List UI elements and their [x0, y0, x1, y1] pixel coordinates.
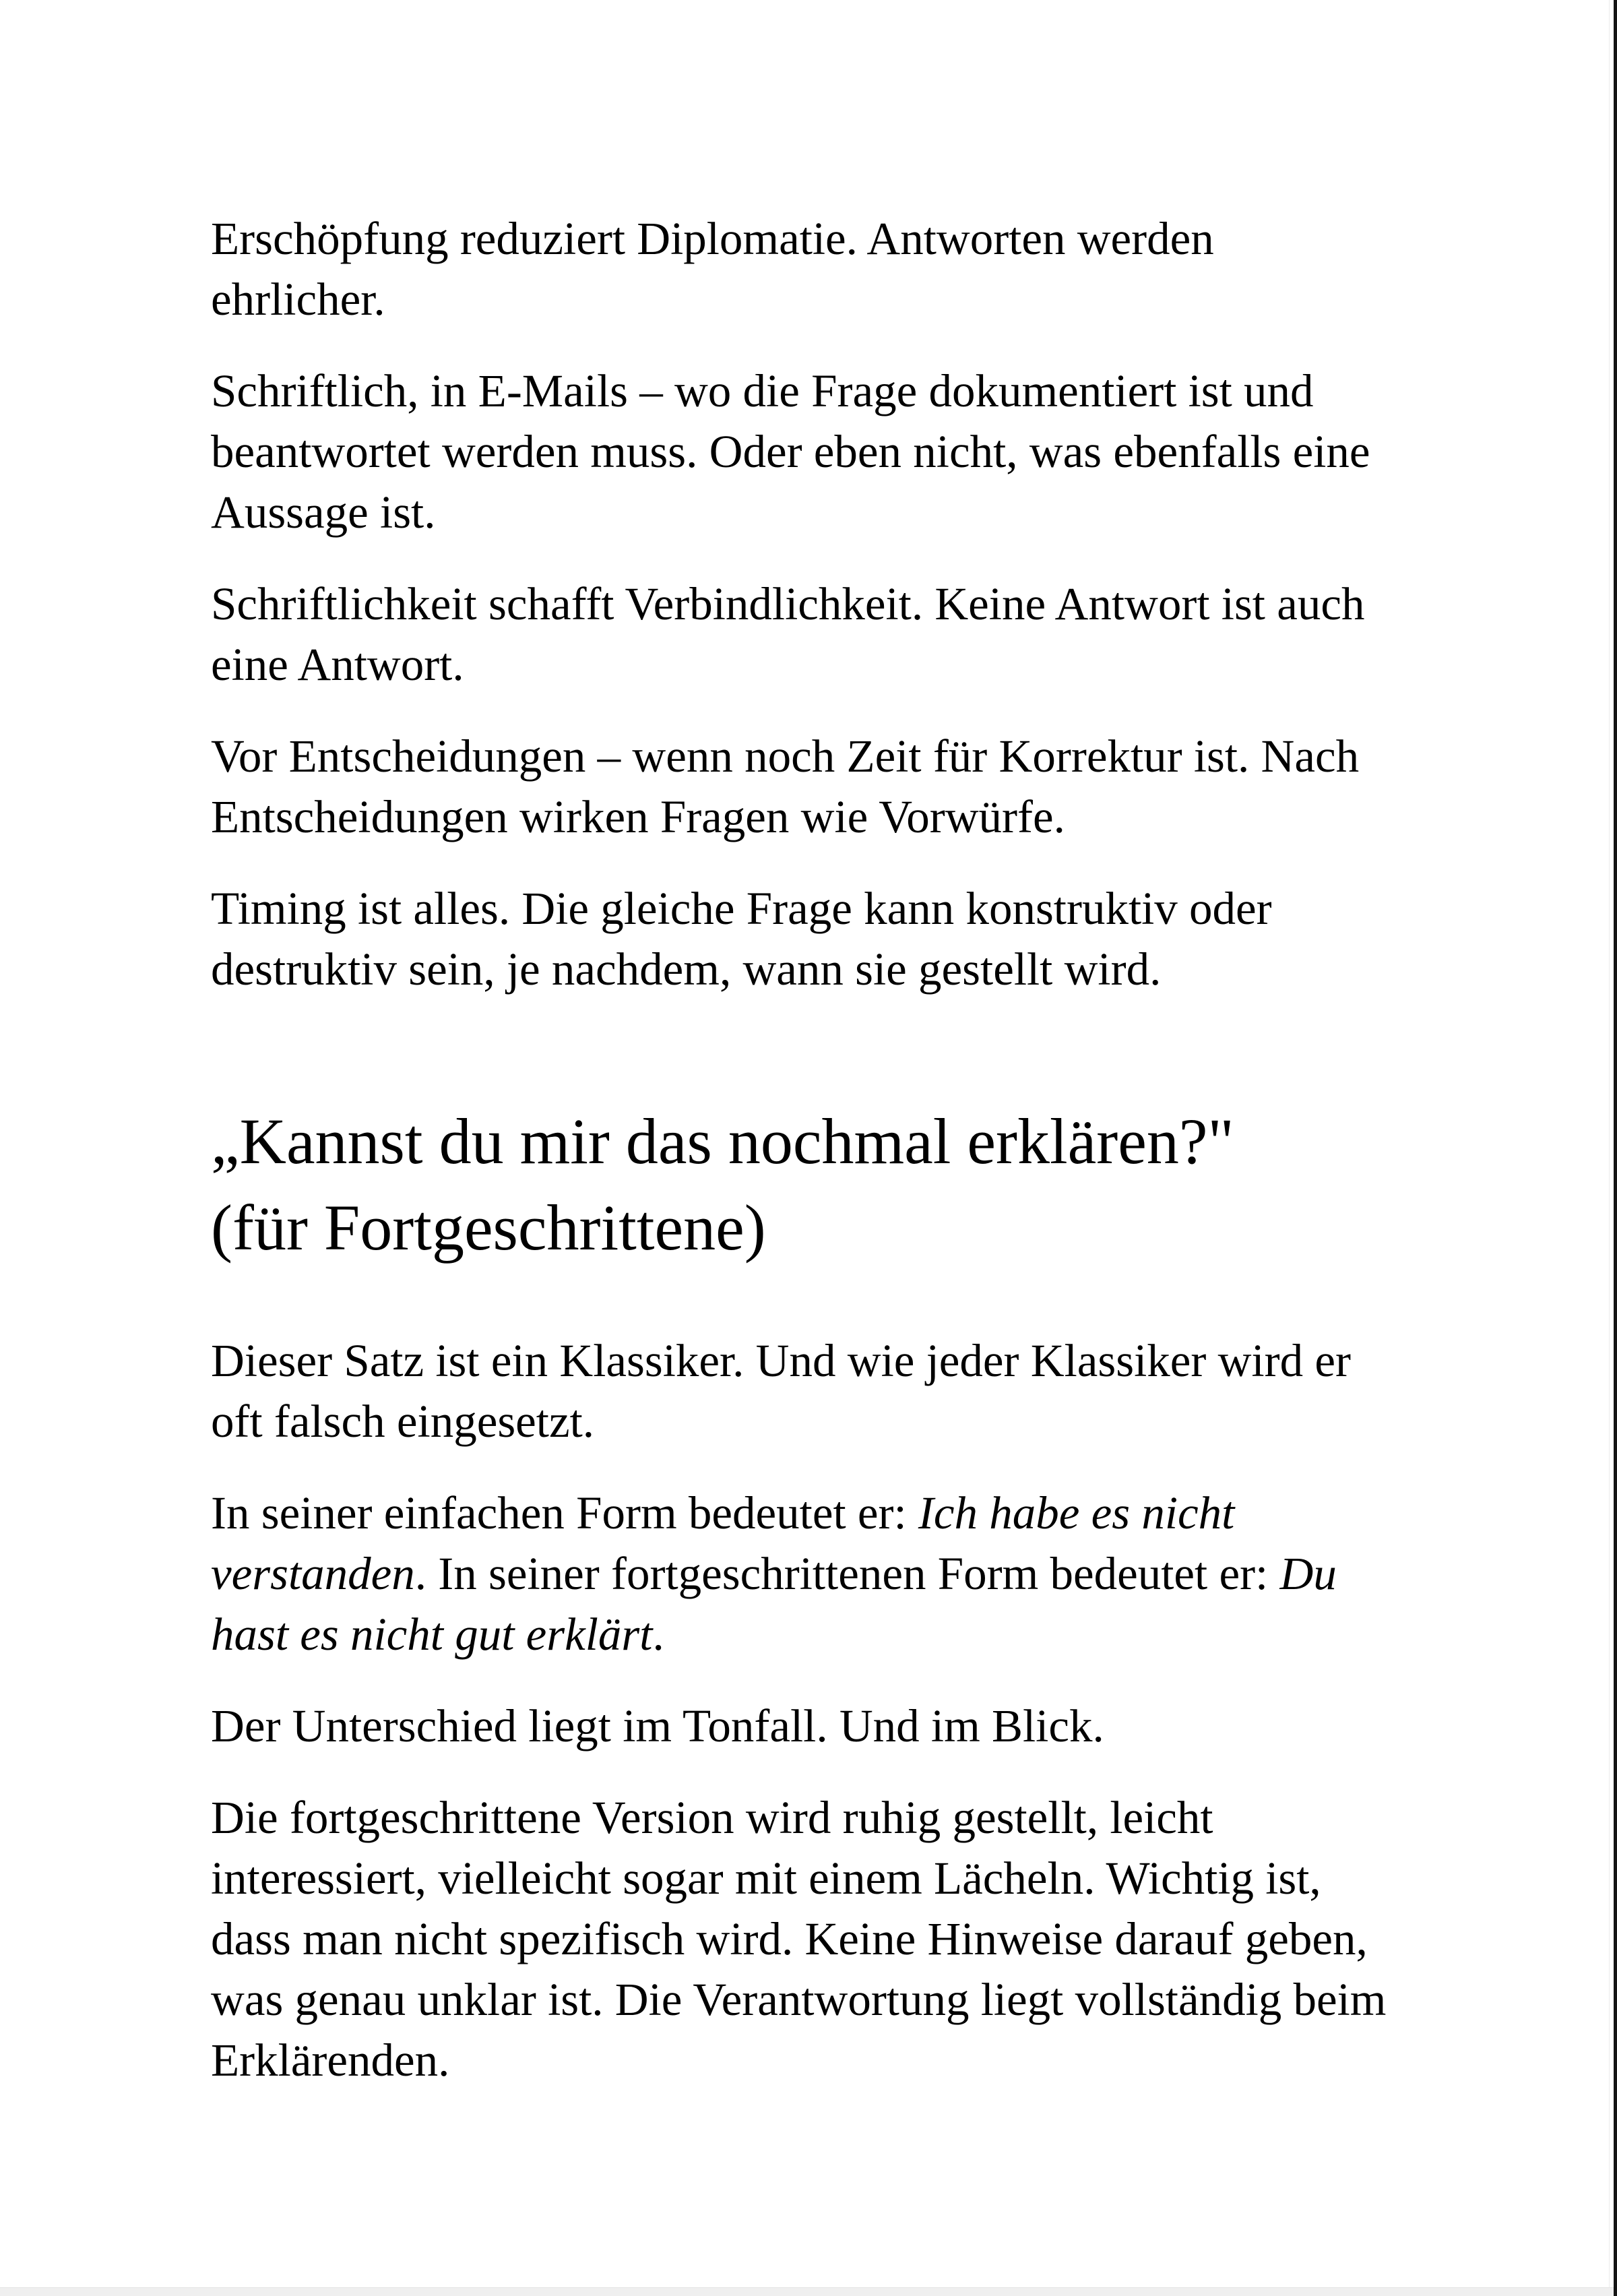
paragraph: Schriftlichkeit schafft Verbindlichkeit. Keine Antwort ist auch eine Antwort.	[211, 578, 1365, 690]
paragraph: Vor Entscheidungen – wenn noch Zeit für Korrektur ist. Nach Entscheidungen wirken Fragen wie Vorwürfe.	[211, 731, 1360, 842]
paragraph: Timing ist alles. Die gleiche Frage kann konstruktiv oder destruktiv sein, je nachdem, wann sie gestellt wird.	[211, 883, 1272, 995]
paragraph: Erschöpfung reduziert Diplomatie. Antworten werden ehrlicher.	[211, 213, 1214, 325]
page-text-column	[211, 0, 1397, 2121]
heading-line-1: „Kannst du mir das nochmal erklären?"	[211, 1105, 1234, 1177]
paragraph: Die fortgeschrittene Version wird ruhig gestellt, leicht interessiert, vielleicht sogar mit einem Lächeln. Wichtig ist, dass man nicht spezifisch wird. Keine Hinweise darauf geben, was genau unklar ist. Die Verantwortung liegt vollständig beim Erklärenden.	[211, 1792, 1387, 2086]
text-segment: In seiner einfachen Form bedeutet er:	[211, 1487, 918, 1539]
bottom-page-edge-strip	[0, 2287, 1617, 2296]
text-segment: .	[652, 1609, 664, 1660]
paragraph: Schriftlich, in E-Mails – wo die Frage dokumentiert ist und beantwortet werden muss. Oder eben nicht, was ebenfalls eine Aussage ist.	[211, 365, 1370, 538]
italic-text-segment: Ich habe es nicht verstanden	[211, 1487, 1235, 1599]
right-page-margin-line	[1609, 0, 1610, 2296]
window-right-edge-bar	[1614, 0, 1617, 2296]
section-heading	[211, 1098, 1397, 1271]
paragraph: Dieser Satz ist ein Klassiker. Und wie jeder Klassiker wird er oft falsch eingesetzt.	[211, 1335, 1351, 1447]
italic-text-segment: Du hast es nicht gut erklärt	[211, 1548, 1337, 1660]
paragraph	[211, 1483, 1397, 1665]
heading-line-2: (für Fortgeschrittene)	[211, 1191, 766, 1264]
text-segment: . In seiner fortgeschrittenen Form bedeutet er:	[414, 1548, 1280, 1599]
paragraph: Der Unterschied liegt im Tonfall. Und im Blick.	[211, 1700, 1104, 1751]
